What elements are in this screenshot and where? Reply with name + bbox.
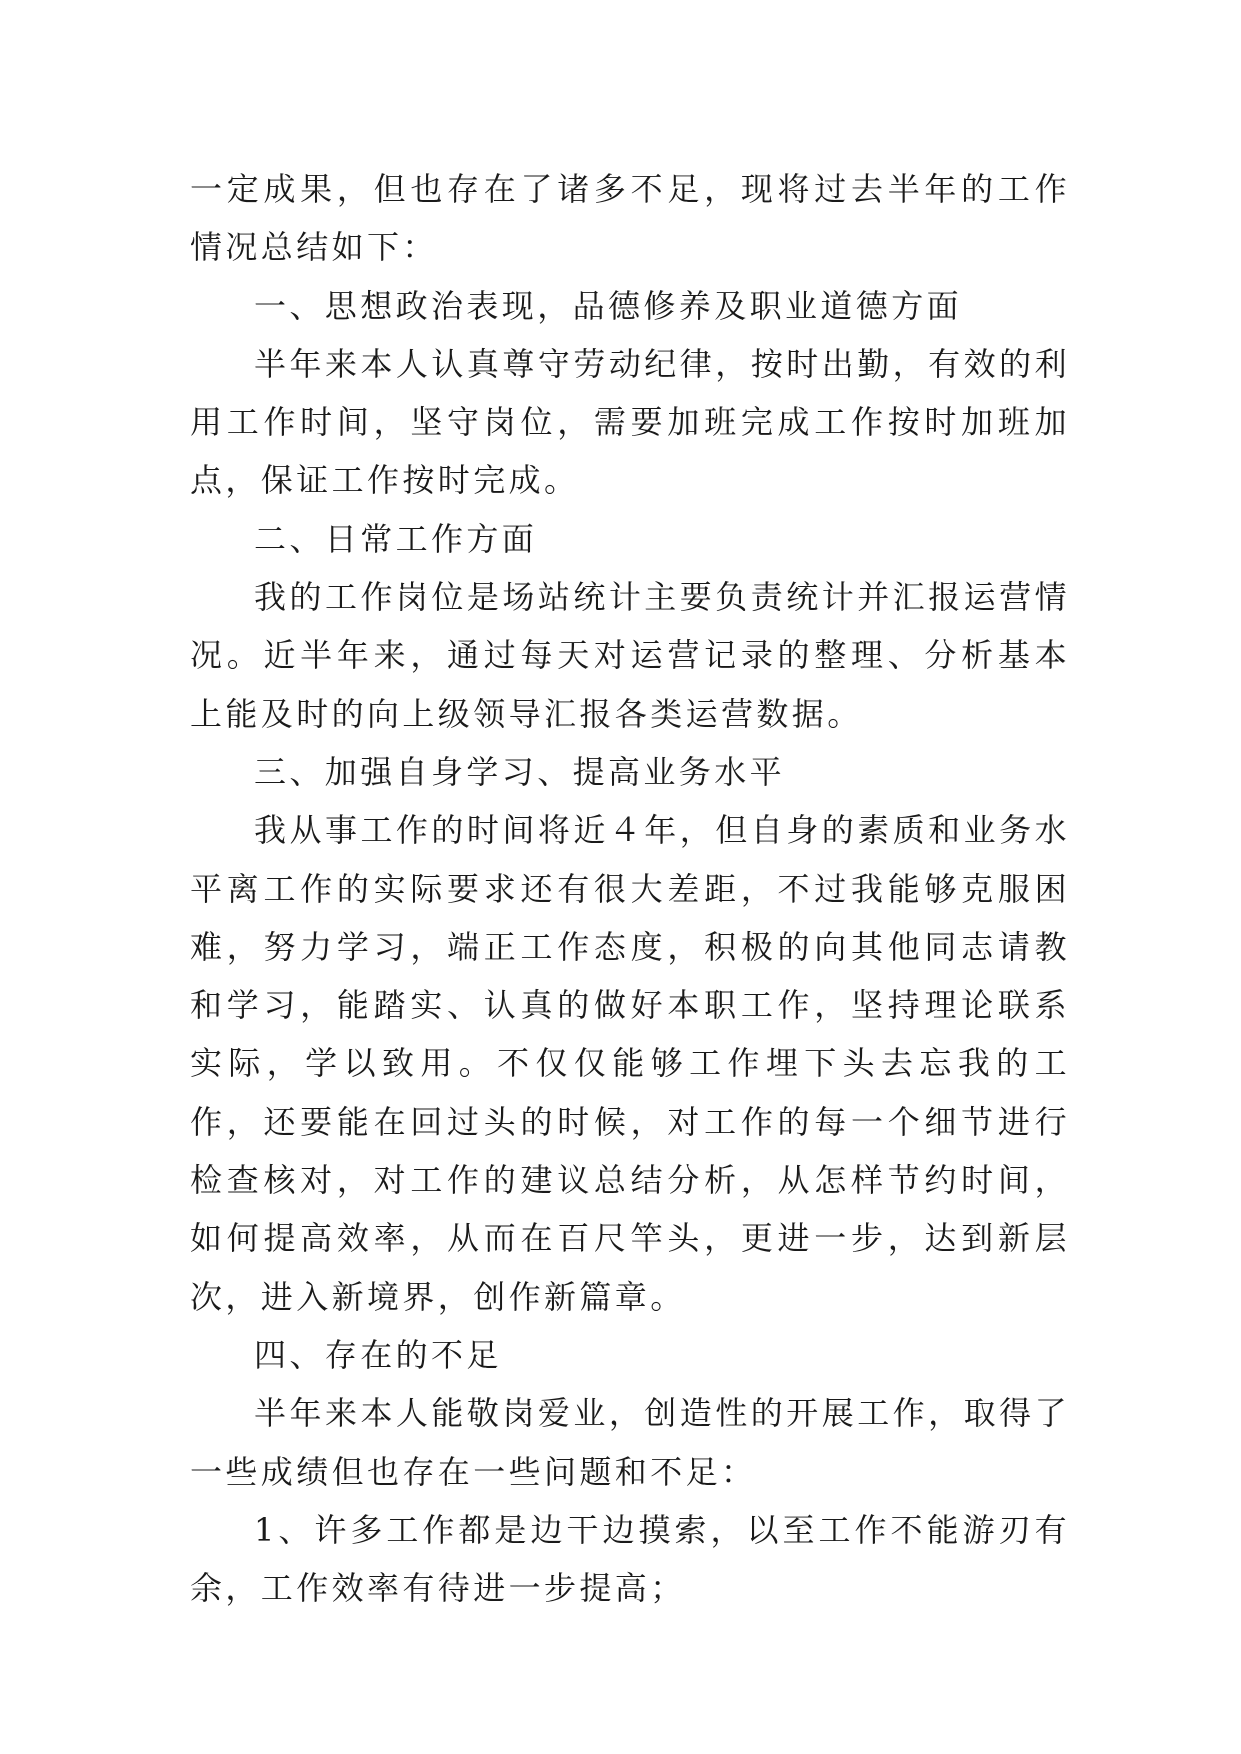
section-heading-3: 三、加强自身学习、提高业务水平 bbox=[254, 752, 786, 791]
section-heading-2: 二、日常工作方面 bbox=[254, 519, 538, 558]
paragraph-3: 我从事工作的时间将近４年，但自身的素质和业务水平离工作的实际要求还有很大差距，不过我能够克服困难，努力学习，端正工作态度，积极的向其他同志请教和学习，能踏实、认真的做好本职工作，坚持理论联系实际，学以致用。不仅仅能够工作埋下头去忘我的工作，还要能在回过头的时候，对工作的每一个细节进行检查核对，对工作的建议总结分析，从怎样节约时间，如何提高效率，从而在百尺竿头，更进一步，达到新层次，进入新境界，创作新篇章。 bbox=[190, 811, 1070, 1316]
paragraph-continuation: 一定成果，但也存在了诸多不足，现将过去半年的工作情况总结如下： bbox=[190, 170, 1070, 267]
section-heading-4: 四、存在的不足 bbox=[254, 1335, 502, 1374]
paragraph-1: 半年来本人认真尊守劳动纪律，按时出勤，有效的利用工作时间，坚守岗位，需要加班完成工作按时加班加点，保证工作按时完成。 bbox=[190, 344, 1070, 500]
section-heading-1: 一、思想政治表现，品德修养及职业道德方面 bbox=[254, 286, 963, 325]
paragraph-2: 我的工作岗位是场站统计主要负责统计并汇报运营情况。近半年来，通过每天对运营记录的整理、分析基本上能及时的向上级领导汇报各类运营数据。 bbox=[190, 578, 1070, 733]
document-body bbox=[190, 160, 1070, 1617]
list-item-1: 1、许多工作都是边干边摸索，以至工作不能游刃有余，工作效率有待进一步提高； bbox=[190, 1510, 1070, 1608]
paragraph-4: 半年来本人能敬岗爱业，创造性的开展工作，取得了一些成绩但也存在一些问题和不足： bbox=[190, 1394, 1070, 1491]
